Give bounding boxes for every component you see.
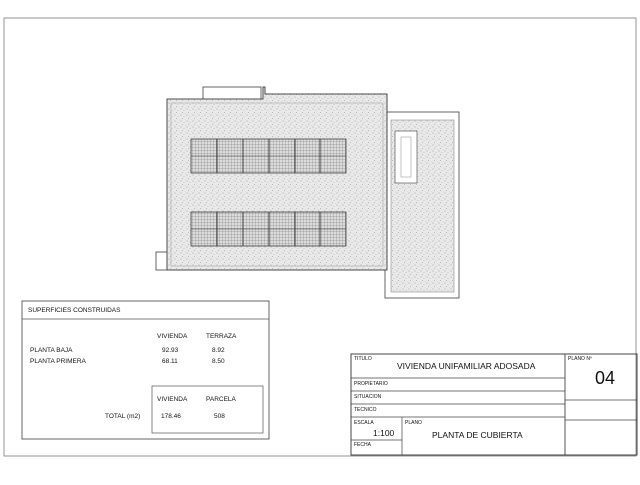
propietario-label: PROPIETARIO [354,381,388,387]
surface-table-frame [22,301,269,439]
col-header-vivienda-2: VIVIENDA [157,396,188,403]
total-parcela: 508 [214,413,225,420]
plano-num-label: PLANO Nº [568,356,592,362]
solar-panels-top [191,139,346,173]
tecnico-label: TECNICO [354,407,377,413]
skylight [395,131,417,183]
plano-label: PLANO [405,420,422,426]
fecha-label: FECHA [354,442,371,448]
col-header-terraza: TERRAZA [206,333,237,340]
row-label-planta-baja: PLANTA BAJA [30,347,73,354]
cell-planta-baja-terraza: 8.92 [212,347,225,354]
row-label-planta-primera: PLANTA PRIMERA [30,358,86,365]
escala-value: 1:100 [373,428,395,438]
surface-table-title: SUPERFICIES CONSTRUIDAS [28,307,121,314]
escala-label: ESCALA [354,420,374,426]
plano-num-value: 04 [595,368,616,388]
titulo-value: VIVIENDA UNIFAMILIAR ADOSADA [397,361,536,371]
chimney-box [203,87,261,99]
total-label: TOTAL (m2) [105,413,141,420]
situacion-label: SITUACION [354,394,382,400]
total-vivienda: 178.46 [161,413,181,420]
titulo-label: TITULO [354,356,372,362]
col-header-vivienda: VIVIENDA [157,333,188,340]
plano-value: PLANTA DE CUBIERTA [432,430,523,440]
cell-planta-primera-terraza: 8.50 [212,358,225,365]
cell-planta-primera-vivienda: 68.11 [162,358,178,365]
col-header-parcela: PARCELA [206,396,236,403]
roof-plan [156,87,459,298]
solar-panels-bottom [191,212,346,246]
cell-planta-baja-vivienda: 92.93 [162,347,179,354]
